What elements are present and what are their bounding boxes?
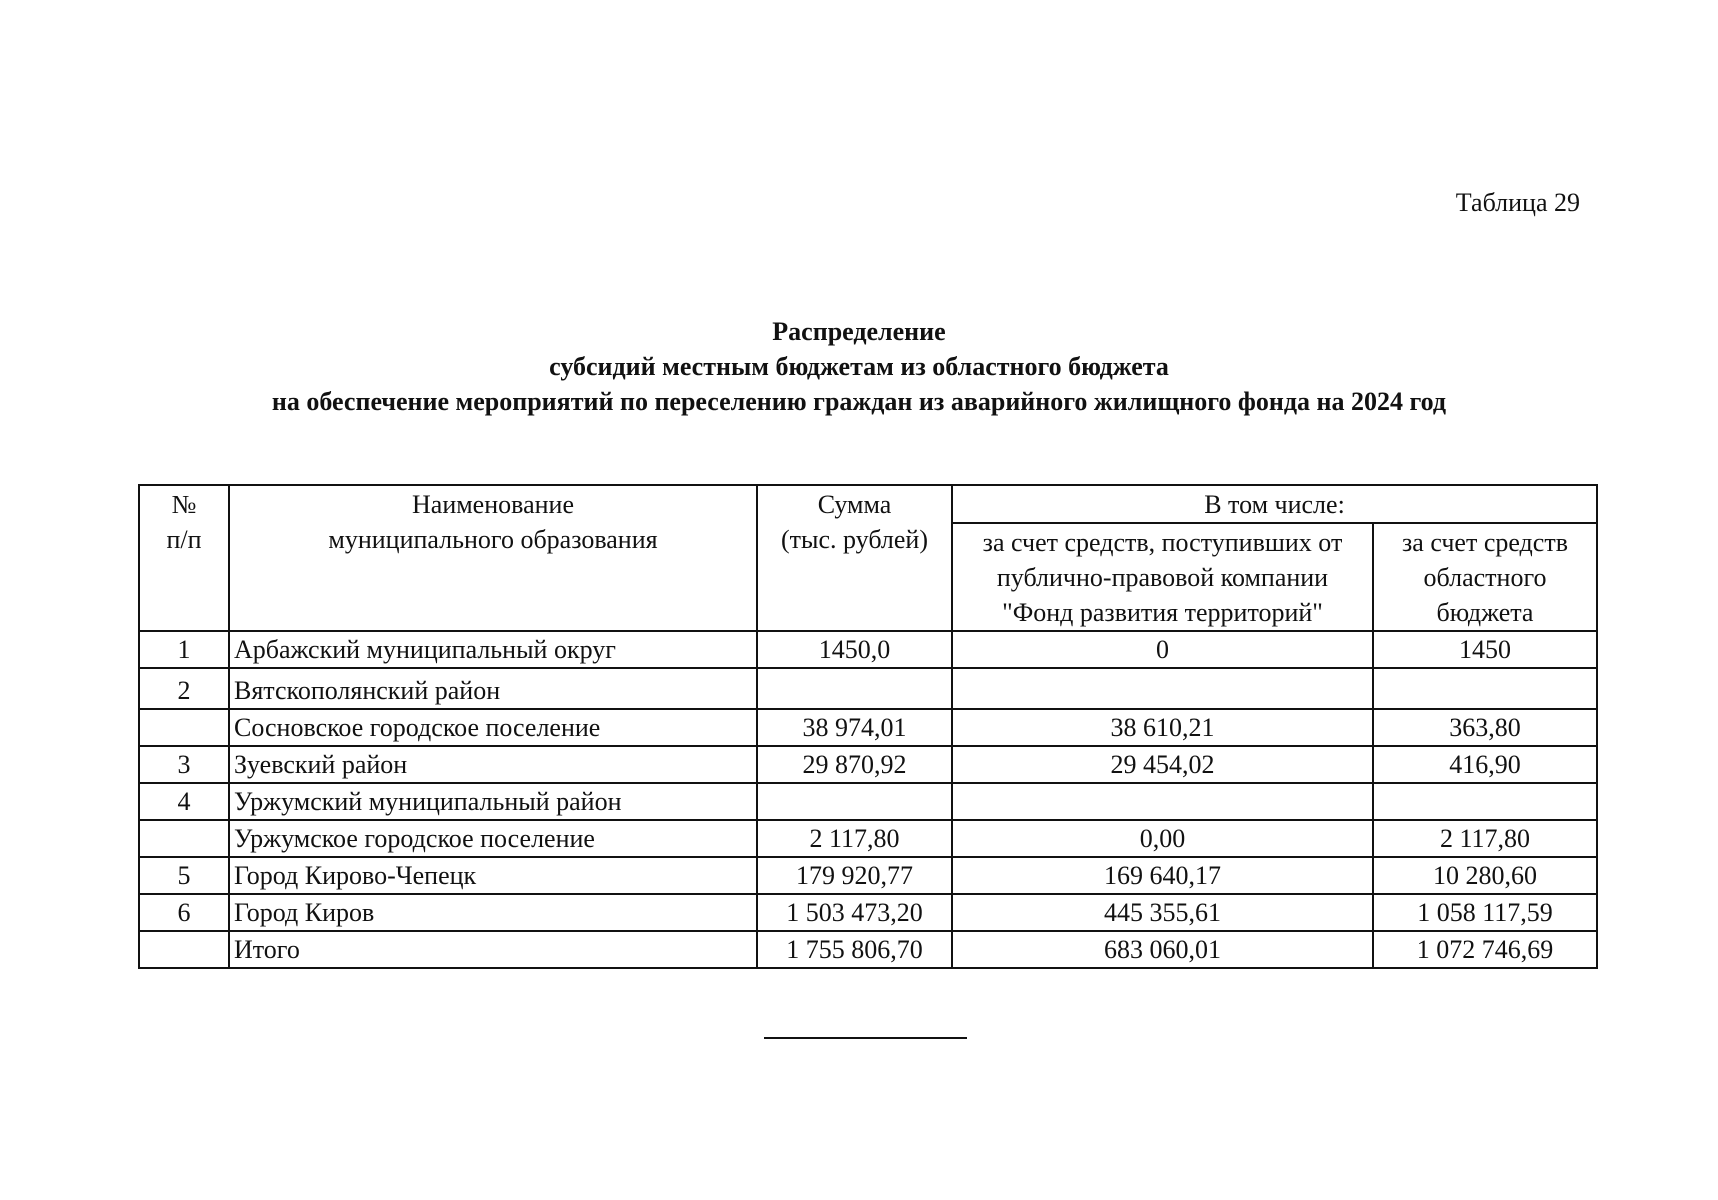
document-title xyxy=(0,314,1718,419)
row-sum xyxy=(757,783,952,820)
row-municipality: Город Кирово-Чепецк xyxy=(229,857,757,894)
row-fund-amount: 683 060,01 xyxy=(952,931,1373,968)
row-sum: 29 870,92 xyxy=(757,746,952,783)
row-number: 4 xyxy=(139,783,229,820)
table-row xyxy=(139,894,1597,931)
row-sum xyxy=(757,668,952,709)
table-row xyxy=(139,631,1597,668)
row-fund-amount: 445 355,61 xyxy=(952,894,1373,931)
header-sum xyxy=(757,485,952,631)
header-sum-line-1: Сумма xyxy=(817,490,892,519)
row-municipality: Зуевский район xyxy=(229,746,757,783)
row-number: 2 xyxy=(139,668,229,709)
row-number: 3 xyxy=(139,746,229,783)
row-municipality: Итого xyxy=(229,931,757,968)
row-regional-amount: 2 117,80 xyxy=(1373,820,1597,857)
table-number-label: Таблица 29 xyxy=(1455,188,1580,217)
header-fund-source xyxy=(952,523,1373,631)
subsidy-distribution-table xyxy=(138,484,1598,969)
header-row-number-line-1: № xyxy=(171,490,197,519)
row-number: 5 xyxy=(139,857,229,894)
header-row-number xyxy=(139,485,229,631)
table-row xyxy=(139,857,1597,894)
row-municipality: Уржумский муниципальный район xyxy=(229,783,757,820)
row-fund-amount: 0,00 xyxy=(952,820,1373,857)
header-fund-line-3: "Фонд развития территорий" xyxy=(1002,598,1323,627)
row-fund-amount: 169 640,17 xyxy=(952,857,1373,894)
row-number: 6 xyxy=(139,894,229,931)
row-number xyxy=(139,820,229,857)
table-row xyxy=(139,746,1597,783)
row-number xyxy=(139,931,229,968)
header-including: В том числе: xyxy=(952,485,1597,523)
row-municipality: Город Киров xyxy=(229,894,757,931)
header-regional-line-3: бюджета xyxy=(1436,598,1534,627)
row-regional-amount: 416,90 xyxy=(1373,746,1597,783)
row-fund-amount: 29 454,02 xyxy=(952,746,1373,783)
table-total-row xyxy=(139,931,1597,968)
row-municipality: Сосновское городское поселение xyxy=(229,709,757,746)
row-fund-amount xyxy=(952,783,1373,820)
row-sum: 38 974,01 xyxy=(757,709,952,746)
title-line-1: Распределение xyxy=(772,317,946,346)
row-fund-amount xyxy=(952,668,1373,709)
header-municipality-name xyxy=(229,485,757,631)
row-municipality: Уржумское городское поселение xyxy=(229,820,757,857)
row-regional-amount: 363,80 xyxy=(1373,709,1597,746)
header-regional-line-1: за счет средств xyxy=(1402,528,1568,557)
row-sum: 179 920,77 xyxy=(757,857,952,894)
row-regional-amount: 1 072 746,69 xyxy=(1373,931,1597,968)
table-row xyxy=(139,668,1597,709)
header-municipality-name-line-1: Наименование xyxy=(412,490,574,519)
header-municipality-name-line-2: муниципального образования xyxy=(328,525,658,554)
row-regional-amount: 10 280,60 xyxy=(1373,857,1597,894)
row-municipality: Вятскополянский район xyxy=(229,668,757,709)
row-sum: 1 755 806,70 xyxy=(757,931,952,968)
header-regional-budget xyxy=(1373,523,1597,631)
row-fund-amount: 0 xyxy=(952,631,1373,668)
row-number: 1 xyxy=(139,631,229,668)
row-regional-amount: 1 058 117,59 xyxy=(1373,894,1597,931)
header-sum-line-2: (тыс. рублей) xyxy=(780,525,928,554)
header-regional-line-2: областного xyxy=(1423,563,1547,592)
row-regional-amount xyxy=(1373,668,1597,709)
row-regional-amount: 1450 xyxy=(1373,631,1597,668)
header-fund-line-1: за счет средств, поступивших от xyxy=(982,528,1343,557)
end-of-table-rule xyxy=(764,1037,967,1039)
row-sum: 1 503 473,20 xyxy=(757,894,952,931)
header-fund-line-2: публично-правовой компании xyxy=(996,563,1329,592)
row-municipality: Арбажский муниципальный округ xyxy=(229,631,757,668)
title-line-3: на обеспечение мероприятий по переселению граждан из аварийного жилищного фонда на 2024 год xyxy=(271,387,1447,416)
row-number xyxy=(139,709,229,746)
table-row xyxy=(139,783,1597,820)
row-sum: 2 117,80 xyxy=(757,820,952,857)
row-sum: 1450,0 xyxy=(757,631,952,668)
header-row-number-line-2: п/п xyxy=(166,525,202,554)
row-fund-amount: 38 610,21 xyxy=(952,709,1373,746)
table-row xyxy=(139,709,1597,746)
row-regional-amount xyxy=(1373,783,1597,820)
table-row xyxy=(139,820,1597,857)
title-line-2: субсидий местным бюджетам из областного бюджета xyxy=(549,352,1169,381)
